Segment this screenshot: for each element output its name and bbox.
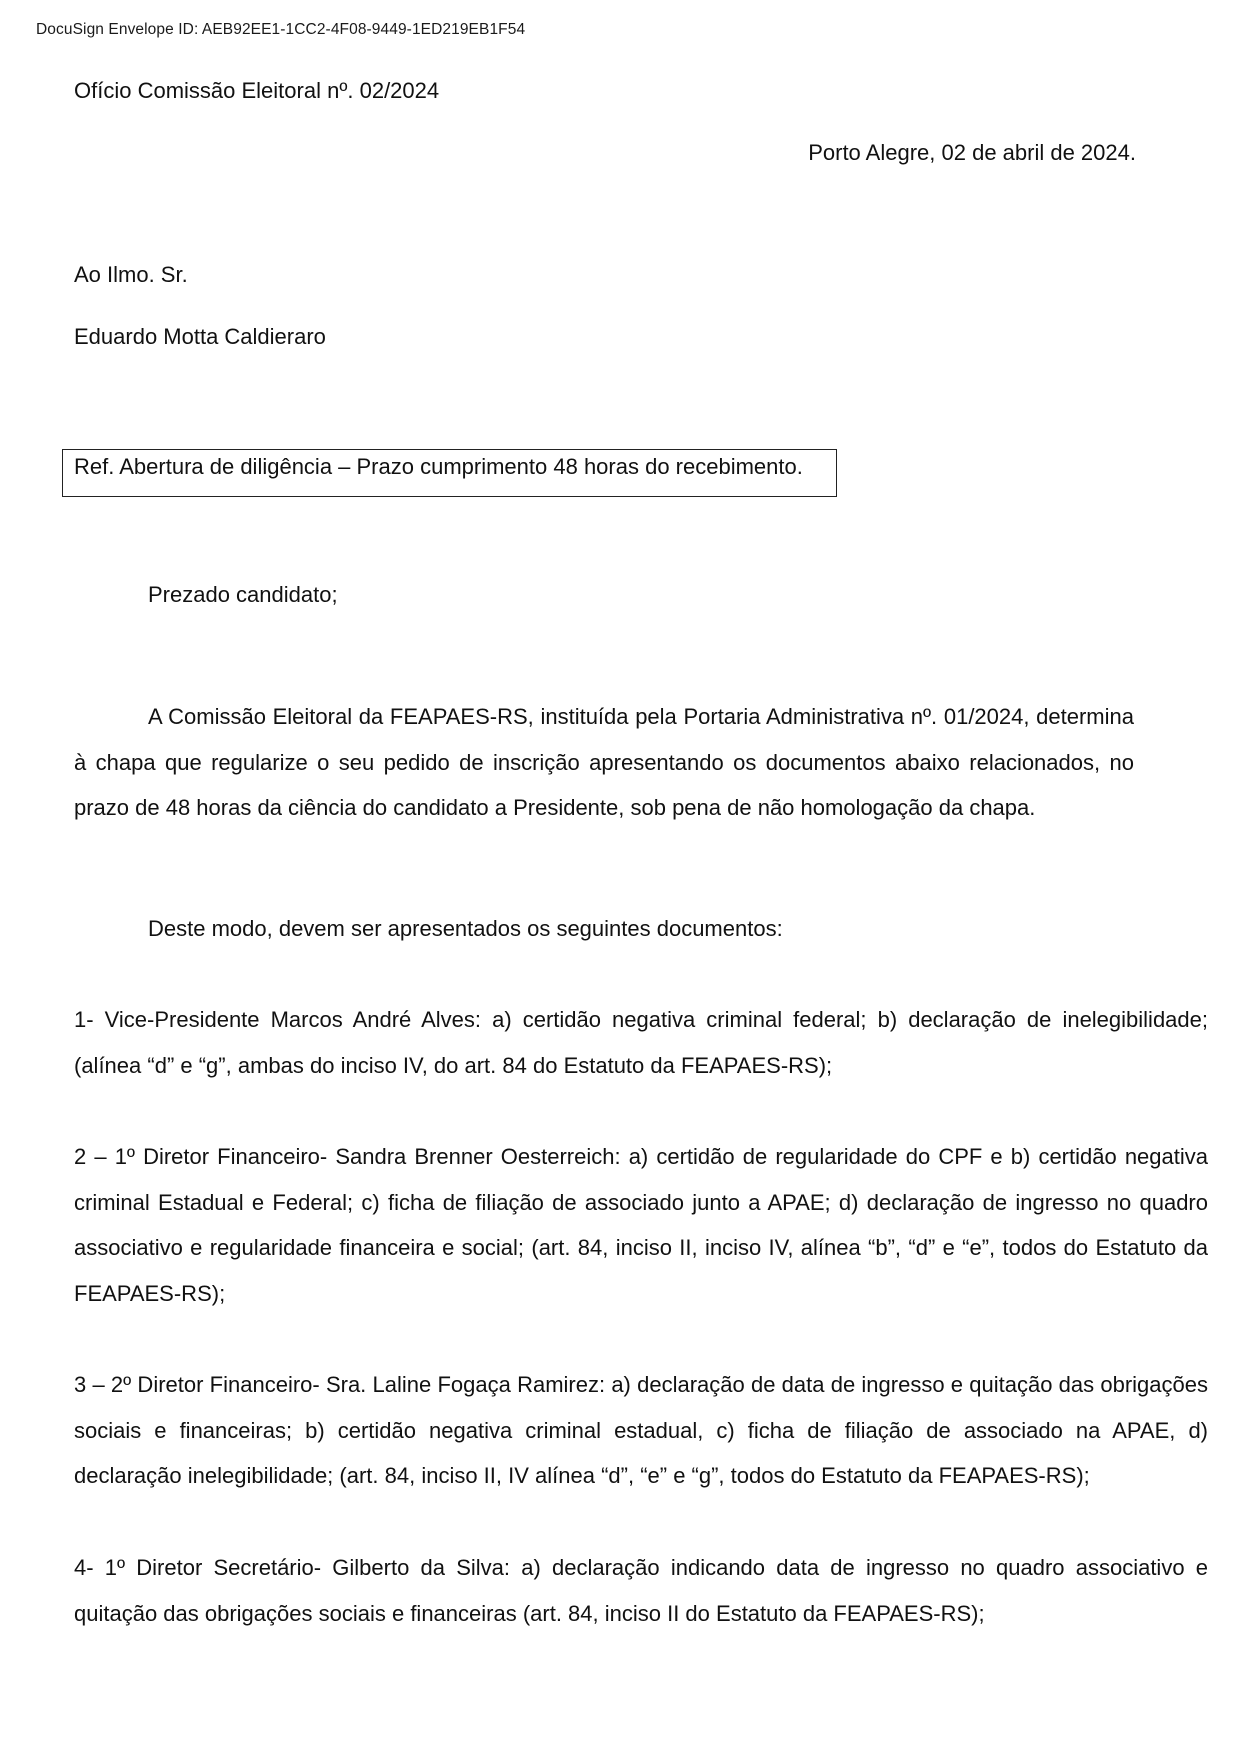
addressee-name: Eduardo Motta Caldieraro — [74, 324, 326, 349]
oficio-title — [74, 68, 439, 114]
document-item-2: 2 – 1º Diretor Financeiro- Sandra Brenner Oesterreich: a) certidão de regularidade do CPF e b) certidão negativa criminal Estadual e Federal; c) ficha de filiação de associado junto a APAE; d) declaração de ingresso no quadro associativo e regularidade financeira e social; (art. 84, inciso II, inciso IV, alínea “b”, “d” e “e”, todos do Estatuto da FEAPAES-RS); — [74, 1144, 1208, 1306]
reference-text: Ref. Abertura de diligência – Prazo cumprimento 48 horas do recebimento. — [74, 454, 803, 479]
list-intro: Deste modo, devem ser apresentados os seguintes documentos: — [148, 916, 783, 941]
oficio-number: 02/2024 — [359, 78, 440, 103]
oficio-label: Ofício Comissão Eleitoral nº. — [74, 78, 360, 103]
greeting: Prezado candidato; — [148, 582, 338, 607]
addressee-salutation: Ao Ilmo. Sr. — [74, 262, 188, 287]
place-date: Porto Alegre, 02 de abril de 2024. — [808, 140, 1136, 165]
document-item-4: 4- 1º Diretor Secretário- Gilberto da Silva: a) declaração indicando data de ingresso no quadro associativo e quitação das obrigações sociais e financeiras (art. 84, inciso II do Estatuto da FEAPAES-RS); — [74, 1555, 1208, 1626]
body-paragraph: A Comissão Eleitoral da FEAPAES-RS, instituída pela Portaria Administrativa nº. 01/2024, determina à chapa que regularize o seu pedido de inscrição apresentando os documentos abaixo relacionados, no prazo de 48 horas da ciência do candidato a Presidente, sob pena de não homologação da chapa. — [74, 704, 1134, 820]
document-item-3: 3 – 2º Diretor Financeiro- Sra. Laline Fogaça Ramirez: a) declaração de data de ingresso e quitação das obrigações sociais e financeiras; b) certidão negativa criminal estadual, c) ficha de filiação de associado na APAE, d) declaração inelegibilidade; (art. 84, inciso II, IV alínea “d”, “e” e “g”, todos do Estatuto da FEAPAES-RS); — [74, 1372, 1208, 1488]
docusign-envelope-id: DocuSign Envelope ID: AEB92EE1-1CC2-4F08-9449-1ED219EB1F54 — [36, 21, 526, 38]
document-item-1: 1- Vice-Presidente Marcos André Alves: a) certidão negativa criminal federal; b) declaração de inelegibilidade; (alínea “d” e “g”, ambas do inciso IV, do art. 84 do Estatuto da FEAPAES-RS); — [74, 1007, 1208, 1078]
